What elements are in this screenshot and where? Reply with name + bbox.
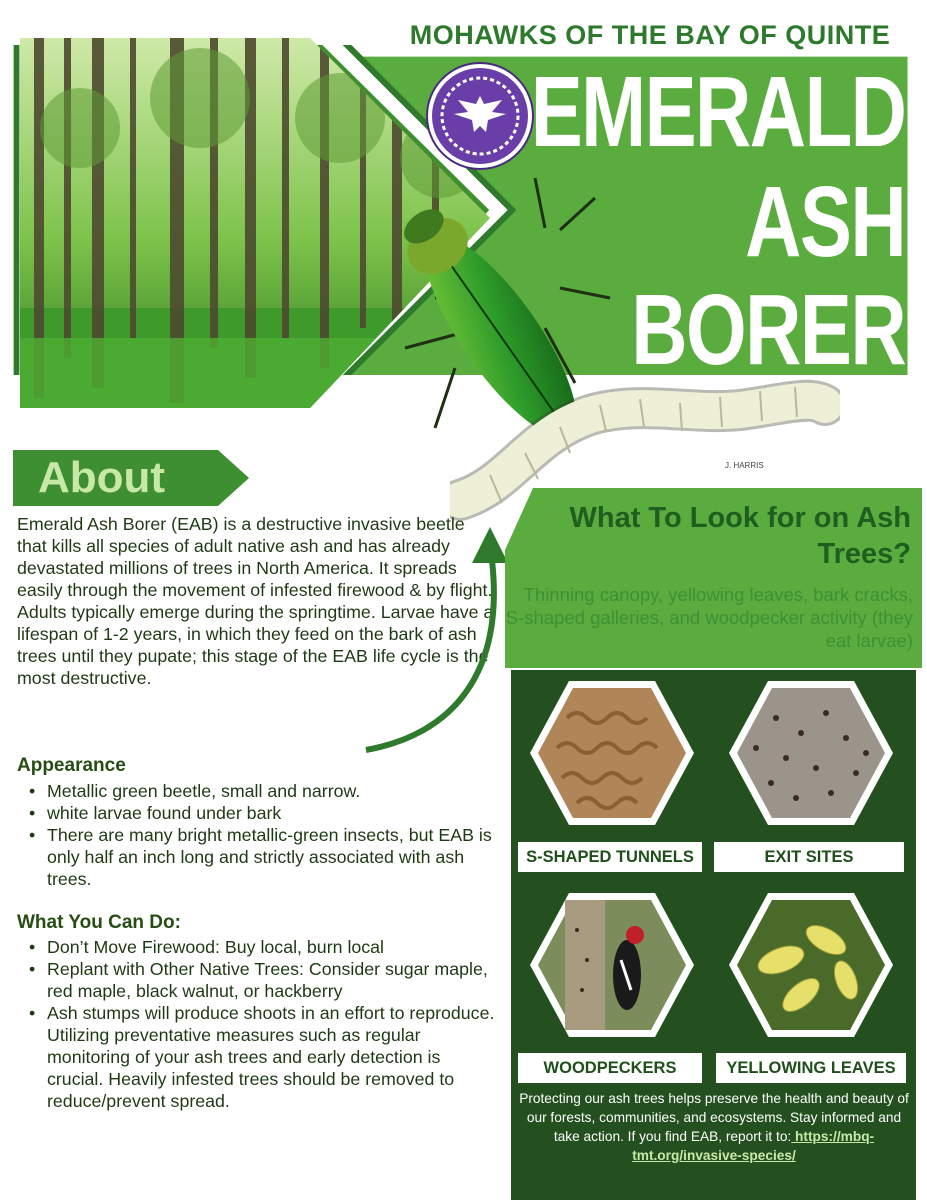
woodpecker-photo: [527, 890, 697, 1040]
list-item: • Ash stumps will produce shoots in an effort to reproduce. Utilizing preventative measures such as regular monitoring of your ash trees and early detection is crucial. Heavily infested trees should be removed to reduce/prevent spread.: [47, 1002, 497, 1112]
footer-text: [518, 1089, 910, 1165]
what-you-can-do-list: [17, 936, 497, 1112]
title-line-borer: BORER: [631, 274, 905, 386]
label-yellowing-leaves: YELLOWING LEAVES: [716, 1053, 906, 1083]
look-for-title: What To Look for on Ash Trees?: [569, 502, 911, 570]
list-item: • There are many bright metallic-green insects, but EAB is only half an inch long and strictly associated with ash trees.: [47, 824, 497, 890]
yellow-leaves-photo: [726, 890, 896, 1040]
what-you-can-do-heading: What You Can Do:: [17, 912, 181, 933]
mohawk-seal-logo: [428, 64, 532, 168]
label-exit-sites: EXIT SITES: [714, 842, 904, 872]
label-s-shaped-tunnels: S-SHAPED TUNNELS: [518, 842, 702, 872]
list-item: • Don’t Move Firewood: Buy local, burn local: [47, 936, 497, 958]
title-line-emerald: EMERALD: [530, 56, 905, 168]
title-line-ash: ASH: [744, 166, 905, 278]
list-item: • Metallic green beetle, small and narrow.: [47, 780, 497, 802]
about-body-text: Emerald Ash Borer (EAB) is a destructive invasive beetle that kills all species of adult native ash and has already devastated millions of trees in North America. It spreads easily through the movement of infested firewood & by flight. Adults typically emerge during the springtime. Larvae have a lifespan of 1-2 years, in which they feed on the bark of ash trees until they pupate; this stage of the EAB life cycle is the most destructive.: [17, 514, 494, 688]
photo-credit: J. HARRIS: [725, 461, 764, 470]
tunnel-bark-photo: [527, 678, 697, 828]
organization-name: MOHAWKS OF THE BAY OF QUINTE: [409, 20, 891, 50]
list-item: • Replant with Other Native Trees: Consider sugar maple, red maple, black walnut, or hackberry: [47, 958, 497, 1002]
report-link[interactable]: https://mbq-tmt.org/invasive-species/: [632, 1129, 875, 1163]
appearance-heading: Appearance: [17, 755, 126, 776]
exit-holes-photo: [726, 678, 896, 828]
about-heading: About: [38, 453, 166, 502]
footer-message: Protecting our ash trees helps preserve the health and beauty of our forests, communities, and ecosystems. Stay informed and take action. If you find EAB, report it to:: [519, 1091, 909, 1144]
appearance-list: [17, 780, 497, 890]
look-for-signs: Thinning canopy, yellowing leaves, bark cracks, S-shaped galleries, and woodpecker activity (they eat larvae): [505, 584, 913, 651]
label-woodpeckers: WOODPECKERS: [518, 1053, 702, 1083]
list-item: • white larvae found under bark: [47, 802, 497, 824]
